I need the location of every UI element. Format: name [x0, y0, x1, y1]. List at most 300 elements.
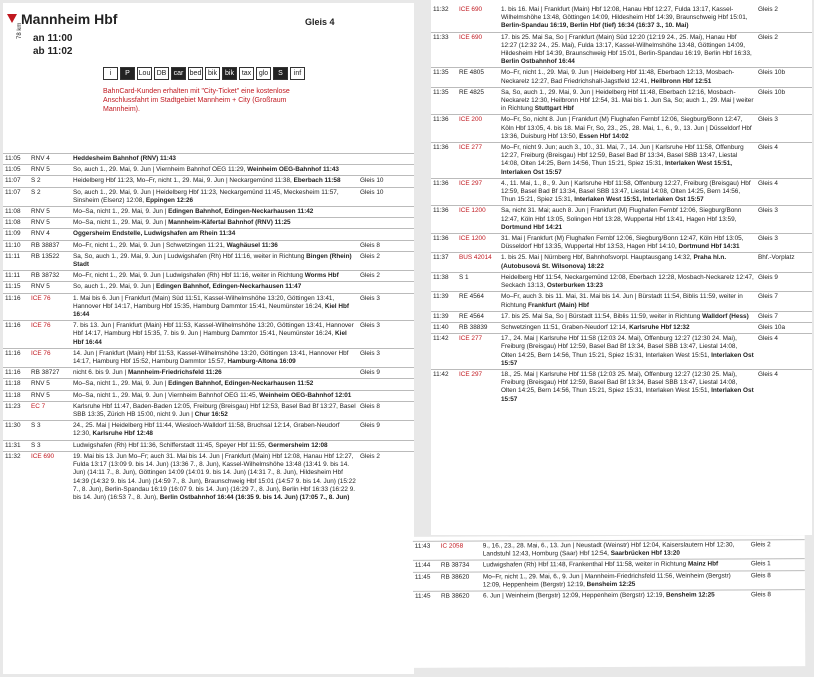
route-description	[73, 453, 360, 502]
route-destination: Essen Hbf 14:02	[579, 132, 629, 140]
departure-row	[3, 175, 414, 186]
platform	[360, 166, 414, 174]
route-destination: Edingen Bahnhof, Edingen-Neckarhausen 11:52	[168, 380, 314, 388]
departure-row	[413, 589, 805, 602]
train-number: ICE 690	[31, 452, 55, 460]
platform: Gleis 10	[360, 177, 384, 185]
route-destination: Worms Hbf	[304, 272, 339, 280]
route-via: 18., 25. Mai | Karlsruhe Hbf 11:58 (12:03 25. Mai), Offenburg 12:27 (12:30 25. Mai), Freiburg (Breisgau) Hbf 12:59, Basel Bad Bf 13:34, Basel SBB 13:47, Liestal 14:08, Olten 14:25, Bern 14:56, Thun 15:21, Spiez 15:31, Interlaken West 15:51,	[501, 370, 738, 395]
platform: Gleis 9	[758, 273, 778, 281]
service-bike-icon: bik	[222, 67, 237, 80]
route-via: So, auch 1., 29. Mai, 9. Jun | Heidelberg Hbf 11:23, Neckargemünd 11:45, Meckesheim 11:57, Sinsheim (Elsenz) 12:08,	[73, 188, 339, 204]
route-destination: Germersheim 12:08	[268, 441, 328, 449]
departure-time: 11:43	[414, 542, 431, 550]
service-db-icon: DB	[154, 67, 169, 80]
route-destination: Mannheim-Friedrichsfeld 11:26	[127, 369, 222, 377]
service-taxi-icon: tax	[239, 67, 254, 80]
route-via: So, auch 1., 29. Mai, 9. Jun | Viernheim Bahnhof OEG 11:29,	[73, 166, 248, 174]
service-car-icon: car	[171, 67, 186, 80]
departure-time: 11:32	[5, 452, 21, 460]
platform: Gleis 3	[360, 349, 380, 357]
route-description	[73, 442, 360, 450]
route-via: 17. bis 25. Mai Sa, So | Frankfurt (Main) Süd 12:20 (12:19 24., 25. Mai), Hanau Hbf 12:27 (12:32 24., 25. Mai), Fulda 13:17, Kassel-Wilhelmshöhe 13:48, Göttingen 14:09, Hildesheim Hbf 14:39, Braunschweig Hbf 15:01, Berlin-Spandau 16:19, Berlin Hbf 16:33,	[501, 33, 752, 58]
route-via: Mo–Sa, nicht 1., 29. Mai, 9. Jun |	[73, 380, 169, 388]
departure-time: 11:07	[5, 188, 21, 196]
departure-time: 11:39	[433, 293, 449, 301]
route-via: 31. Mai | Frankfurt (M) Flughafen Fernbf 12:06, Siegburg/Bonn 12:47, Köln Hbf 13:05, Düsseldorf Hbf 13:35, Wuppertal Hbf 13:53, Hagen Hbf 14:10,	[501, 235, 744, 251]
departure-row	[3, 451, 414, 503]
route-description	[501, 235, 758, 251]
route-description	[73, 177, 360, 185]
route-via: 17., 24. Mai | Karlsruhe Hbf 11:58 (12:03 24. Mai), Offenburg 12:27 (12:30 24. Mai), Freiburg (Breisgau) Hbf 12:59, Basel Bad Bf 13:34, Basel SBB 13:47, Liestal 14:08, Olten 14:25, Bern 14:56, Thun 15:21, Spiez 15:31, Interlaken West 15:51,	[501, 335, 738, 359]
route-description	[73, 422, 360, 438]
route-description	[501, 335, 758, 368]
departure-row	[431, 205, 812, 233]
route-description	[501, 144, 758, 177]
train-number: ICE 297	[459, 370, 483, 378]
platform: Gleis 8	[750, 591, 771, 599]
departure-row	[431, 32, 812, 68]
train-number: RB 38839	[459, 323, 488, 331]
route-destination: Waghäusel 11:36	[226, 241, 278, 249]
train-number: RNV 5	[31, 391, 50, 399]
route-description	[483, 541, 751, 559]
platform: Gleis 2	[360, 252, 380, 260]
arrival-time: an 11:00	[33, 33, 73, 44]
station-header	[3, 3, 414, 153]
departure-row	[431, 87, 812, 115]
route-via: Sa, So, auch 1., 29. Mai, 9. Jun | Ludwigshafen (Rh) Hbf 11:16, weiter in Richtung	[73, 252, 307, 260]
train-number: ICE 297	[459, 179, 483, 187]
train-number: RNV 5	[31, 283, 50, 291]
arrival-platform: Gleis 4	[305, 17, 335, 27]
route-destination: Karlsruhe Hbf 12:32	[629, 323, 690, 331]
route-via: 6. Jun | Weinheim (Bergstr) 12:09, Heppenheim (Bergstr) 12:19,	[482, 591, 667, 600]
departure-time: 11:18	[5, 391, 21, 399]
route-destination: Weinheim OEG-Bahnhof 11:43	[247, 166, 339, 174]
route-via: Mo–Fr, So, nicht 8. Jun | Frankfurt (M) Flughafen Fernbf 12:06, Siegburg/Bonn 12:47, Köln Hbf 13:05, 4. bis 18. Mai Fr, So, 23., 25., 28. Mai, 1., 6., 9., 13. Jun | Düsseldorf Hbf 13:36, Duisburg Hbf 13:50,	[501, 116, 752, 140]
platform: Gleis 8	[360, 402, 380, 410]
platform: Gleis 10b	[758, 88, 785, 96]
departure-time: 11:31	[5, 441, 21, 449]
route-via: 1. bis 25. Mai | Nürnberg Hbf, Bahnhofsvorpl. Hauptausgang 14:32,	[501, 254, 694, 262]
platform: Bhf.-Vorplatz	[758, 254, 795, 262]
route-destination: Walldorf (Hess)	[702, 312, 749, 320]
route-description	[73, 253, 360, 269]
train-number: ICE 1200	[459, 235, 486, 243]
route-description	[501, 254, 758, 270]
departure-time: 11:36	[433, 116, 449, 124]
platform: Gleis 2	[758, 33, 778, 41]
platform	[360, 380, 414, 388]
departure-list-right	[431, 4, 812, 405]
platform	[360, 230, 414, 238]
platform: Gleis 2	[750, 541, 771, 549]
route-via: nicht 6. bis 9. Jun |	[73, 369, 128, 377]
train-number: S 3	[31, 422, 41, 430]
route-description	[501, 371, 758, 404]
departure-time: 11:11	[5, 252, 21, 260]
route-destination: Edingen Bahnhof, Edingen-Neckarhausen 11:47	[156, 283, 302, 291]
distance-km: 78 km	[17, 22, 23, 39]
platform: Gleis 1	[750, 560, 771, 568]
route-via: 9., 16., 23., 28. Mai, 6., 13. Jun | Neustadt (Weinstr) Hbf 12:04, Kaiserslautern Hbf 12:30, Landstuhl 12:43, Homburg (Saar) Hbf 12:54,	[482, 541, 735, 558]
cut-edge	[431, 0, 812, 6]
train-number: RNV 5	[31, 208, 50, 216]
route-destination: Interlaken West 15:51, Interlaken Ost 15:57	[574, 196, 704, 204]
train-number: RNV 5	[31, 380, 50, 388]
departure-time: 11:36	[433, 207, 449, 215]
train-number: S 1	[459, 273, 469, 281]
departure-row	[3, 378, 414, 389]
route-description	[73, 403, 360, 419]
departure-row	[3, 401, 414, 420]
platform: Gleis 4	[758, 335, 778, 343]
train-number: S 2	[31, 177, 41, 185]
route-via: Ludwigshafen (Rh) Hbf 11:48, Frankenthal Hbf 11:58, weiter in Richtung	[482, 561, 688, 569]
platform: Gleis 7	[758, 293, 778, 301]
train-number: RB 38734	[440, 562, 470, 570]
route-destination: Hamburg-Altona 16:09	[227, 358, 296, 366]
route-description	[73, 208, 360, 216]
platform	[360, 155, 414, 163]
departure-time: 11:07	[5, 177, 21, 185]
route-description	[501, 69, 758, 85]
route-destination: Berlin Ostbahnhof 16:44 (16:35 9. bis 14. Jun) (17:05 7., 8. Jun)	[159, 493, 350, 501]
bahncard-note: BahnCard-Kunden erhalten mit "City-Ticket" eine kostenlose Anschlussfahrt im Stadtgebiet Mannheim + City (Großraum Mannheim).	[103, 88, 290, 113]
station-name: Mannheim Hbf	[21, 11, 118, 27]
departure-time: 11:09	[5, 230, 21, 238]
departure-row	[431, 252, 812, 271]
departure-row	[431, 114, 812, 142]
platform	[360, 392, 414, 400]
route-destination: Oggersheim Endstelle, Ludwigshafen am Rhein 11:34	[73, 230, 236, 238]
departure-row	[431, 233, 812, 252]
route-description	[483, 591, 751, 600]
platform	[360, 208, 414, 216]
departure-row	[3, 320, 414, 348]
platform: Gleis 8	[750, 571, 771, 579]
route-destination: Chur 16:52	[194, 411, 228, 419]
departure-row	[431, 369, 812, 405]
train-number: RE 4825	[459, 88, 484, 96]
departure-time: 11:11	[5, 272, 21, 280]
platform: Gleis 2	[758, 6, 778, 13]
departure-time: 11:39	[433, 312, 449, 320]
route-via: Mo–Sa, nicht 1., 29. Mai, 9. Jun |	[73, 219, 169, 227]
departure-row	[431, 67, 812, 86]
train-number: RE 4805	[459, 69, 484, 77]
route-via: Mo–Fr, nicht 9. Jun; auch 3., 10., 31. Mai, 7., 14. Jun | Karlsruhe Hbf 11:58, Offenburg 12:27, Freiburg (Breisgau) Hbf 12:59, Basel Bad Bf 13:34, Basel SBB 13:47, Liestal 14:08, Olten 14:25, Bern 14:56, Thun 15:21, Spiez 15:31,	[501, 144, 744, 168]
route-description	[501, 180, 758, 205]
service-info-icon: inf	[290, 67, 305, 80]
route-via: 1. Mai bis 6. Jun | Frankfurt (Main) Süd 11:51, Kassel-Wilhelmshöhe 13:20, Göttingen 13:41, Hannover Hbf 14:17, Hamburg Hbf 15:35, Hamburg Dammtor 15:41, Neumünster 16:24,	[73, 294, 335, 310]
route-destination: Interlaken West 15:51, Interlaken Ost 15:57	[501, 160, 733, 176]
timetable-bottom-clip	[413, 535, 806, 668]
route-destination: Osterburken 13:23	[546, 282, 603, 290]
route-description	[73, 242, 360, 250]
train-number: ICE 200	[459, 116, 483, 124]
train-number: RE 4564	[459, 293, 484, 301]
route-destination: Dortmund Hbf 14:31	[678, 243, 740, 251]
departure-time: 11:45	[414, 573, 431, 581]
route-via: So, auch 1., 29. Mai, 9. Jun |	[73, 283, 157, 291]
route-via: Mo–Fr, nicht 1., 29. Mai, 9. Jun | Schwetzingen 11:21,	[73, 241, 227, 249]
route-description	[483, 572, 751, 590]
departure-row	[3, 153, 414, 164]
departure-time: 11:16	[5, 369, 21, 377]
train-number: ICE 690	[459, 33, 483, 41]
train-number: IC 2058	[440, 542, 464, 550]
departure-row	[3, 251, 414, 270]
route-via: Mo–Sa, nicht 1., 29. Mai, 9. Jun | Viernheim Bahnhof OEG 11:45,	[73, 391, 260, 399]
service-s-icon: S	[273, 67, 288, 80]
departure-row	[3, 187, 414, 206]
departure-row	[3, 440, 414, 451]
departure-time: 11:08	[5, 219, 21, 227]
route-via: 17. bis 25. Mai Sa, So | Bürstadt 11:54, Biblis 11:59, weiter in Richtung	[501, 312, 703, 320]
route-via: Sa, nicht 31. Mai; auch 8. Jun | Frankfurt (M) Flughafen Fernbf 12:06, Siegburg/Bonn 12:47, Köln Hbf 13:05, Solingen Hbf 13:28, Wuppertal Hbf 13:41, Hagen Hbf 13:59,	[501, 207, 742, 223]
platform: Gleis 4	[758, 370, 778, 378]
departure-time: 11:32	[433, 6, 449, 13]
service-i-icon: i	[103, 67, 118, 80]
route-via: Heidelberg Hbf 11:23, Mo–Fr, nicht 1., 29. Mai, 9. Jun | Neckargemünd 11:38,	[73, 177, 294, 185]
route-via: 7. bis 13. Jun | Frankfurt (Main) Hbf 11:53, Kassel-Wilhelmshöhe 13:20, Göttingen 13:41, Hannover Hbf 14:17, Hamburg Hbf 15:35, 7. bis 9. Jun | Hamburg Dammtor 15:41, Neumünster 16:24,	[73, 322, 354, 338]
platform: Gleis 10	[360, 188, 384, 196]
platform: Gleis 7	[758, 312, 778, 320]
route-via: Mo–Sa, nicht 1., 29. Mai, 9. Jun |	[73, 208, 169, 216]
service-bed-icon: bed	[188, 67, 203, 80]
departure-row	[413, 539, 805, 560]
departure-row	[3, 240, 414, 251]
route-description	[501, 293, 758, 309]
train-number: RB 38837	[31, 241, 60, 249]
train-number: ICE 1200	[459, 207, 486, 215]
route-destination: Heilbronn Hbf 12:51	[650, 77, 712, 85]
train-number: BUS 42014	[459, 254, 492, 262]
route-via: 14. Jun | Frankfurt (Main) Hbf 11:53, Kassel-Wilhelmshöhe 13:20, Göttingen 13:41, Hannover Hbf 14:17, Hamburg Hbf 15:52, Hamburg Dammtor 15:57,	[73, 349, 349, 366]
train-number: RB 38732	[31, 272, 60, 280]
route-description	[73, 295, 360, 320]
departure-row	[3, 228, 414, 239]
platform: Gleis 10a	[758, 323, 785, 331]
route-description	[73, 283, 360, 291]
route-via: Karlsruhe Hbf 11:47, Baden-Baden 12:05, Freiburg (Breisgau) Hbf 12:53, Basel Bad Bf 13:27, Basel SBB 13:35, Zürich HB 15:00, nicht 9. Jun |	[73, 402, 356, 419]
route-via: Mo–Fr, nicht 1., 29. Mai, 9. Jun | Heidelberg Hbf 11:48, Eberbach 12:13, Mosbach-Neckarelz 12:27, Bad Friedrichshall-Jagstfeld 12:41,	[501, 69, 735, 85]
route-destination: Eppingen 12:26	[145, 196, 194, 204]
route-destination: Frankfurt (Main) Hbf	[528, 301, 590, 309]
departure-time: 11:45	[414, 592, 431, 600]
route-description	[501, 207, 758, 232]
route-via: Schwetzingen 11:51, Graben-Neudorf 12:14,	[501, 323, 630, 331]
route-destination: Weinheim OEG-Bahnhof 12:01	[259, 391, 352, 399]
train-number: RNV 4	[31, 155, 50, 162]
train-number: RNV 5	[31, 166, 50, 174]
train-number: RB 38620	[440, 592, 470, 600]
train-number: RNV 4	[31, 230, 50, 238]
route-destination: Interlaken Ost 15:57	[501, 387, 754, 403]
departure-time: 11:18	[5, 380, 21, 388]
route-destination: Stuttgart Hbf	[534, 105, 574, 113]
platform	[360, 219, 414, 227]
train-number: RB 38727	[31, 369, 60, 377]
departure-time: 11:05	[5, 155, 21, 162]
platform: Gleis 3	[360, 322, 380, 330]
route-description	[73, 392, 360, 400]
route-description	[73, 272, 360, 280]
route-description	[501, 34, 758, 67]
route-via: 19. Mai bis 13. Jun Mo–Fr; auch 31. Mai bis 14. Jun | Frankfurt (Main) Hbf 12:08, Hanau Hbf 12:27, Fulda 13:17 (13:09 9. bis 14. Jun) (13:36 7., 8. Jun), Kassel-Wilhelmshöhe 13:48 (13:41 9. bis 14. Jun) (14:11 7., 8. Jun), Göttingen 14:09 (14:01 9. bis 14. Jun) (14:31 7., 8. Jun), Hildesheim Hbf 14:39 (14:32 9. bis 14. Jun) (14:59 7., 8. Jun), Braunschweig Hbf 15:01 (14:57 9. bis 14. Jun) (15:22 7., 8. Jun), Berlin-Spandau 16:19 (16:07 9. bis 14. Jun) (16:29 7., 8. Jun), Berlin Hbf 16:33 (16:22 9. bis 14. Jun) (16:53 7., 8. Jun),	[73, 452, 356, 501]
route-description	[483, 561, 751, 570]
departure-row	[431, 142, 812, 178]
platform: Gleis 2	[360, 452, 380, 460]
route-destination: Bingen (Rhein) Stadt	[73, 252, 352, 269]
route-destination: Kiel Hbf 16:44	[73, 302, 350, 319]
departure-list-bottom	[413, 539, 805, 602]
departure-row	[3, 217, 414, 228]
route-description	[501, 324, 758, 332]
departure-time: 11:42	[433, 335, 449, 343]
service-p-icon: P	[120, 67, 135, 80]
departure-time: 11:42	[433, 370, 449, 378]
departure-row	[431, 272, 812, 291]
route-via: Mo–Fr, nicht 1., 29. Mai, 6., 9. Jun | Mannheim-Friedrichsfeld 11:56, Weinheim (Bergstr) 12:09, Heppenheim (Bergstr) 12:19,	[482, 572, 731, 589]
train-number: ICE 76	[31, 294, 51, 302]
departure-time: 11:35	[433, 69, 449, 77]
departure-time: 11:08	[5, 208, 21, 216]
train-number: RB 13522	[31, 252, 60, 260]
departure-time: 11:16	[5, 349, 21, 357]
departure-time: 11:36	[433, 179, 449, 187]
platform: Gleis 9	[360, 422, 380, 430]
departure-row	[3, 293, 414, 321]
route-destination: Praha hl.n. (Autobusová St. Wilsonova) 18:22	[501, 254, 727, 270]
departure-row	[3, 390, 414, 401]
route-via: 4., 11. Mai, 1., 8., 9. Jun | Karlsruhe Hbf 11:58, Offenburg 12:27, Freiburg (Breisgau) Hbf 12:59, Basel Bad Bf 13:34, Basel SBB 13:47, Liestal 14:08, Olten 14:25, Bern 14:56, Thun 15:21, Spiez 15:31,	[501, 179, 751, 204]
train-number: S 2	[31, 188, 41, 196]
departure-time: 11:10	[5, 241, 21, 249]
service-lounge-icon: Lou	[137, 67, 152, 80]
platform: Gleis 4	[758, 179, 778, 187]
departure-time: 11:30	[5, 422, 21, 430]
route-destination: Bensheim 12:25	[666, 591, 715, 599]
departure-time: ab 11:02	[33, 46, 73, 57]
station-service-icons	[103, 67, 305, 80]
route-description	[73, 155, 360, 163]
train-number: ICE 277	[459, 144, 483, 152]
train-number: ICE 277	[459, 335, 483, 343]
train-number: RNV 5	[31, 219, 50, 227]
route-destination: Karlsruhe Hbf 12:48	[92, 430, 153, 438]
train-number: RE 4564	[459, 312, 484, 320]
train-number: ICE 690	[459, 6, 483, 13]
departure-row	[3, 420, 414, 439]
departure-time: 11:33	[433, 33, 449, 41]
platform: Gleis 4	[758, 144, 778, 152]
service-bike-icon: bik	[205, 67, 220, 80]
platform: Gleis 9	[360, 369, 380, 377]
route-via: Mo–Fr, auch 3. bis 11. Mai, 31. Mai bis 14. Jun | Bürstadt 11:54, Biblis 11:59, weiter in Richtung	[501, 293, 743, 309]
train-number: ICE 76	[31, 322, 51, 330]
train-number: ICE 76	[31, 349, 51, 357]
route-via: Heidelberg Hbf 11:54, Neckargemünd 12:08, Eberbach 12:28, Mosbach-Neckarelz 12:47, Seckach 13:13,	[501, 273, 754, 290]
timetable-right-column	[431, 0, 812, 535]
departure-time: 11:37	[433, 254, 449, 262]
departure-time: 11:36	[433, 144, 449, 152]
route-description	[73, 189, 360, 205]
route-destination: Mainz Hbf	[687, 560, 719, 569]
departure-time: 11:38	[433, 273, 449, 281]
departure-row	[3, 164, 414, 175]
route-description	[73, 369, 360, 377]
route-destination: Kiel Hbf 16:44	[73, 330, 347, 346]
route-description	[73, 219, 360, 227]
route-description	[73, 350, 360, 366]
departure-time: 11:36	[433, 235, 449, 243]
departure-row	[3, 348, 414, 367]
departure-time: 11:16	[5, 294, 21, 302]
route-description	[73, 380, 360, 388]
route-via: 1. bis 16. Mai | Frankfurt (Main) Hbf 12:08, Hanau Hbf 12:27, Fulda 13:17, Kassel-Wilhelmshöhe 13:48, Göttingen 14:09, Hildesheim Hbf 14:39, Braunschweig Hbf 15:01,	[501, 6, 748, 22]
route-via: Sa, So, auch 1., 29. Mai, 9. Jun | Heidelberg Hbf 11:48, Eberbach 12:16, Mosbach-Neckarelz 12:30, Heilbronn Hbf 12:54, 31. Mai bis 1. Jun Sa, So; auch 1., 29. Mai | weiter in Richtung	[501, 88, 754, 113]
departure-time: 11:05	[5, 166, 21, 174]
departure-row	[431, 333, 812, 369]
train-number: S 3	[31, 441, 41, 449]
departure-time: 11:23	[5, 402, 21, 410]
route-description	[501, 6, 758, 31]
route-via: Mo–Fr, nicht 1., 29. Mai, 9. Jun | Ludwigshafen (Rh) Hbf 11:16, weiter in Richtung	[73, 272, 305, 280]
departure-row	[431, 322, 812, 333]
platform: Gleis 2	[360, 272, 380, 280]
route-destination: Interlaken Ost 15:57	[501, 351, 754, 367]
route-description	[501, 274, 758, 290]
route-destination: Dortmund Hbf 14:21	[501, 223, 563, 231]
departure-list-left	[3, 153, 414, 503]
departure-row	[3, 270, 414, 281]
departure-row	[3, 281, 414, 292]
route-description	[501, 313, 758, 321]
route-destination: Eberbach 11:58	[293, 177, 341, 185]
triangle-marker-icon	[7, 14, 17, 23]
route-via: 24., 25. Mai | Heidelberg Hbf 11:44, Wiesloch-Walldorf 11:58, Bruchsal 12:14, Graben-Neudorf 12:30,	[73, 422, 340, 438]
platform	[360, 442, 414, 450]
departure-row	[413, 570, 805, 591]
route-description	[501, 89, 758, 114]
route-destination: Berlin-Spandau 16:19, Berlin Hbf (tief) 16:34 (16:37 3., 10. Mai)	[501, 22, 689, 30]
platform: Gleis 3	[360, 294, 380, 302]
route-destination: Mannheim-Käfertal Bahnhof (RNV) 11:25	[168, 219, 291, 227]
departure-row	[431, 291, 812, 310]
route-description	[501, 116, 758, 141]
route-description	[73, 166, 360, 174]
departure-time: 11:15	[5, 283, 21, 291]
departure-row	[431, 178, 812, 206]
departure-row	[3, 367, 414, 378]
departure-time: 11:40	[433, 323, 449, 331]
route-via: Ludwigshafen (Rh) Hbf 11:36, Schifferstadt 11:45, Speyer Hbf 11:55,	[73, 441, 269, 449]
departure-row	[431, 4, 812, 32]
route-description	[73, 322, 360, 347]
departure-row	[431, 311, 812, 322]
service-globe-icon: glo	[256, 67, 271, 80]
route-description	[73, 230, 360, 238]
train-number: RB 38620	[440, 573, 470, 581]
train-number: EC 7	[31, 402, 46, 410]
platform: Gleis 3	[758, 116, 778, 124]
platform: Gleis 3	[758, 235, 778, 243]
platform: Gleis 10b	[758, 69, 785, 77]
platform	[360, 283, 414, 291]
